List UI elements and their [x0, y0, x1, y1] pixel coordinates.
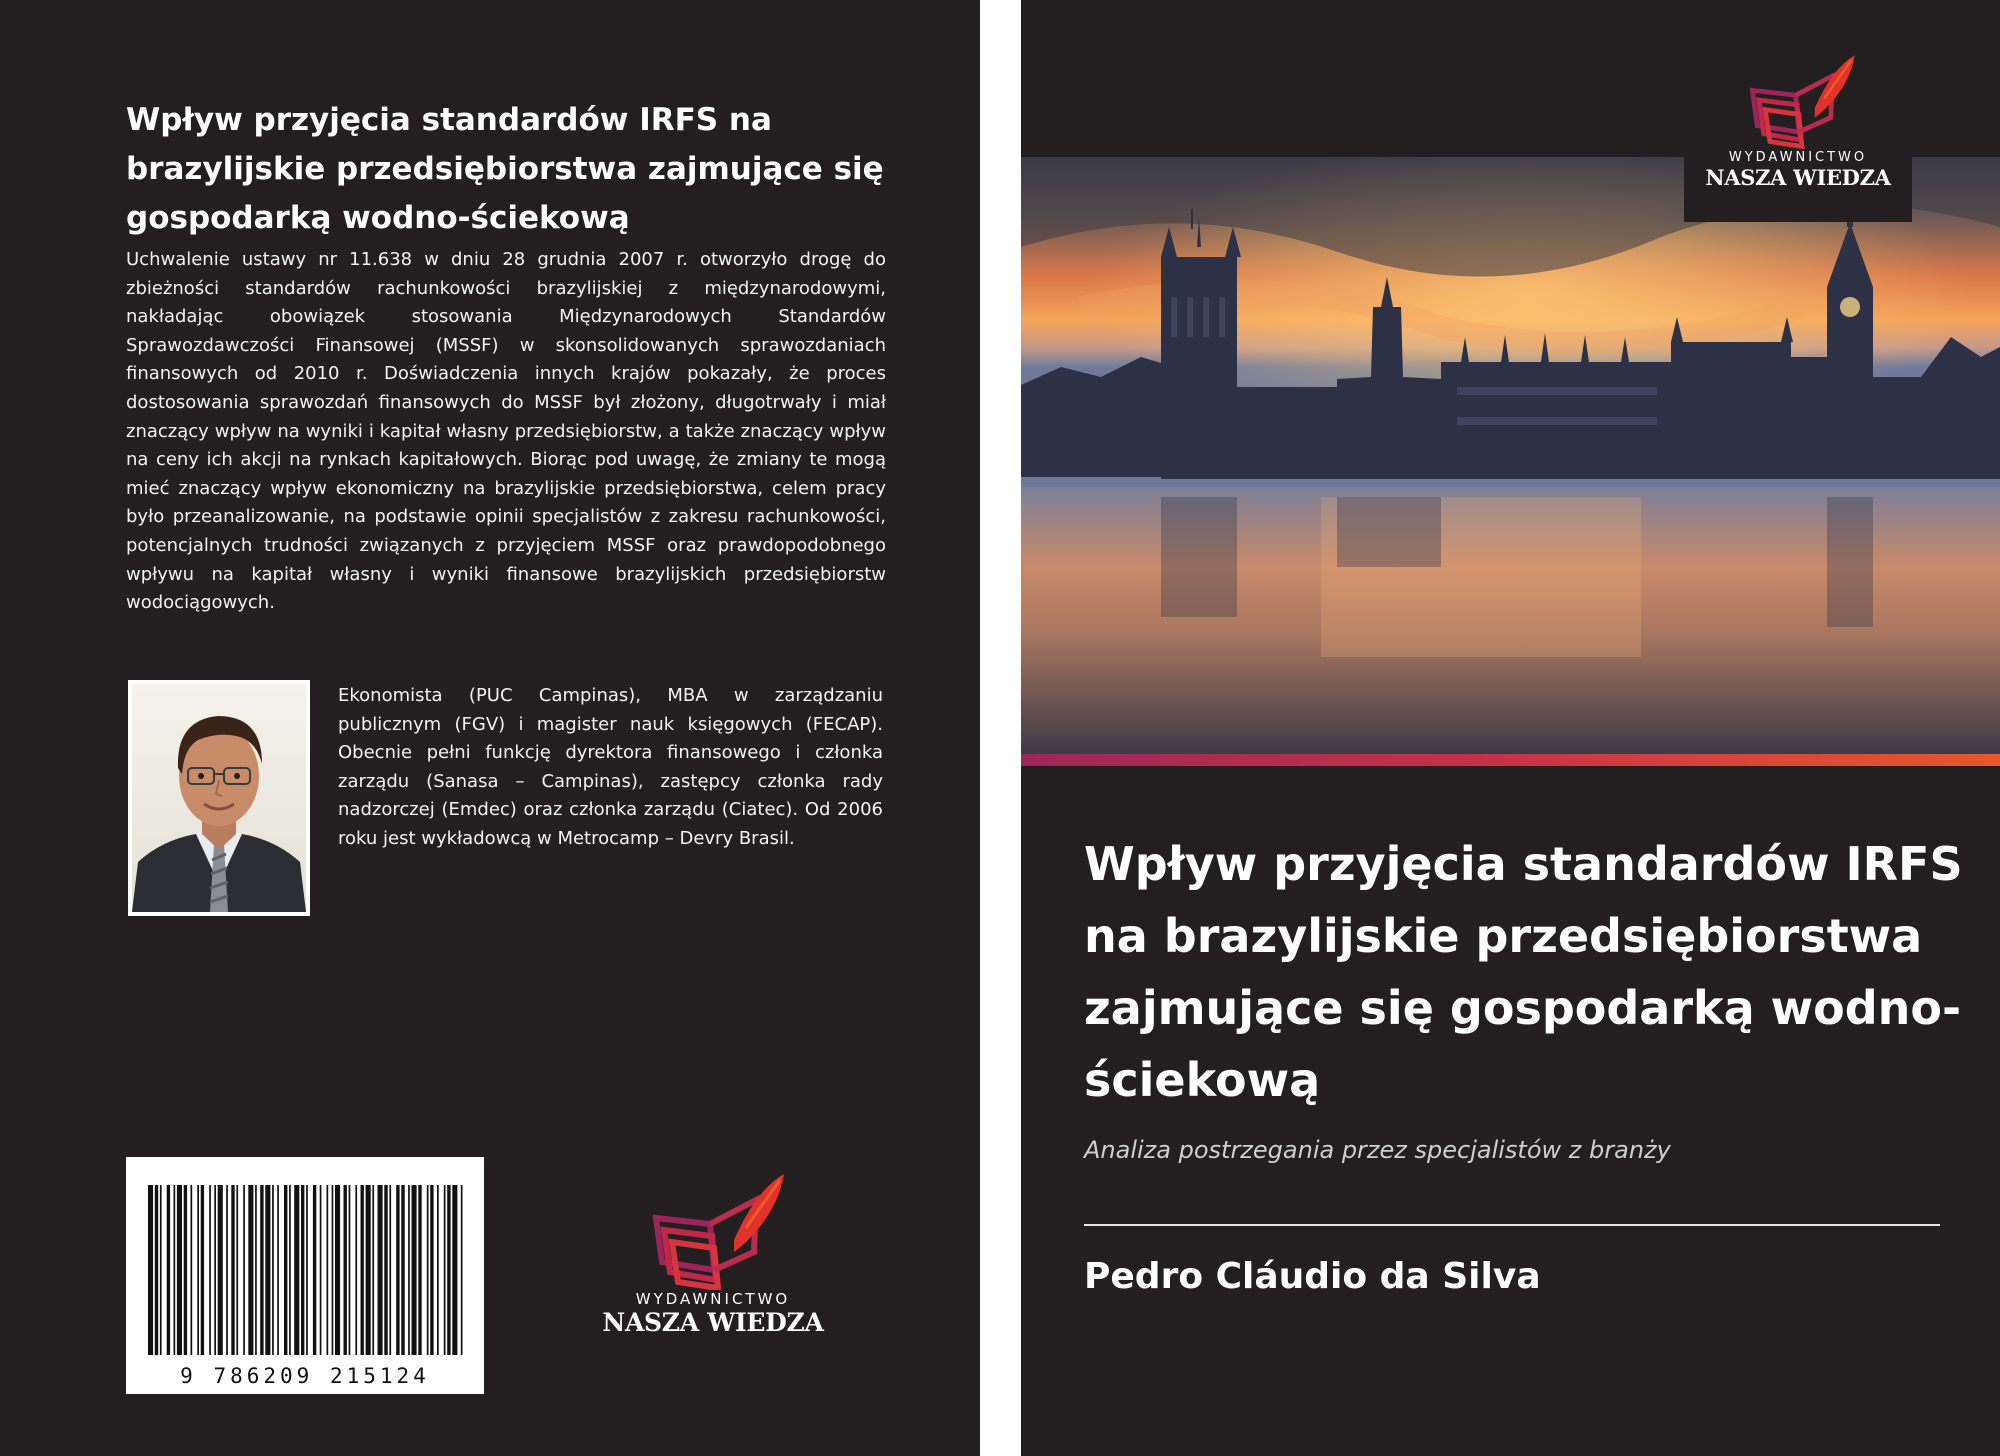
- barcode-bar: [277, 1185, 279, 1355]
- front-publisher-logo-box: [1684, 0, 1912, 222]
- accent-stripe: [1021, 754, 2000, 766]
- author-photo: [128, 680, 310, 916]
- barcode-bar: [408, 1185, 410, 1355]
- barcode-bar: [214, 1185, 216, 1355]
- barcode-bar: [335, 1185, 340, 1355]
- barcode-bar: [284, 1185, 287, 1355]
- front-cover-author: Pedro Cláudio da Silva: [1084, 1256, 1541, 1297]
- front-cover-subtitle: Analiza postrzegania przez specjalistów z branży: [1084, 1136, 1671, 1164]
- barcode-bar: [184, 1185, 187, 1355]
- barcode-bar: [384, 1185, 387, 1355]
- barcode-bar: [174, 1185, 176, 1355]
- front-publisher-logo: [1684, 50, 1912, 190]
- barcode-bar: [197, 1185, 199, 1355]
- isbn-barcode: [126, 1157, 484, 1394]
- publisher-name-line2: NASZA WIEDZA: [1705, 165, 1891, 190]
- barcode-bar: [344, 1185, 347, 1355]
- barcode-bar: [209, 1185, 211, 1355]
- barcode-bar: [260, 1185, 263, 1355]
- barcode-bar: [191, 1185, 193, 1355]
- publisher-book-quill-icon: [638, 1170, 788, 1290]
- barcode-bar: [236, 1185, 238, 1355]
- barcode-bar: [437, 1185, 439, 1355]
- barcode-bar: [301, 1185, 304, 1355]
- barcode-bar: [294, 1185, 299, 1355]
- publisher-book-quill-icon: [1738, 50, 1858, 150]
- back-publisher-logo: [588, 1170, 838, 1360]
- barcode-bar: [248, 1185, 253, 1355]
- barcode-bar: [412, 1185, 417, 1355]
- barcode-bar: [361, 1185, 364, 1355]
- barcode-bar: [201, 1185, 204, 1355]
- barcode-bar: [461, 1185, 463, 1355]
- back-cover-title: Wpływ przyjęcia standardów IRFS na brazylijskie przedsiębiorstwa zajmujące się gospodarką wodno-ściekową: [126, 102, 884, 236]
- author-bio: Ekonomista (PUC Campinas), MBA w zarządzaniu publicznym (FGV) i magister nauk księgowych (FECAP). Obecnie pełni funkcję dyrektora finansowego i członka zarządu (Sanasa – Campinas), zastępcy członka rady nadzorczej (Emdec) oraz członka zarządu (Ciatec). Od 2006 roku jest wykładowcą w Metrocamp – Devry Brasil.: [338, 685, 883, 849]
- barcode-bar: [430, 1185, 433, 1355]
- publisher-name-line1: WYDAWNICTWO: [635, 1290, 791, 1308]
- barcode-bar: [349, 1185, 351, 1355]
- westminster-sunset-photo: [1021, 157, 2000, 755]
- author-portrait-image: [132, 684, 306, 912]
- barcode-bar: [160, 1185, 162, 1355]
- back-cover-blurb: Uchwalenie ustawy nr 11.638 w dniu 28 grudnia 2007 r. otworzyło drogę do zbieżności standardów rachunkowości brazylijskiej z międzynarodowymi, nakładając obowiązek stosowania Międzynarodowych Standardów Sprawozdawczości Finansowej (MSSF) w skonsolidowanych sprawozdaniach finansowych od 2010 r. Doświadczenia innych krajów pokazały, że proces dostosowania sprawozdań finansowych do MSSF był złożony, długotrwały i miał znaczący wpływ na wyniki i kapitał własny przedsiębiorstw, a także znaczący wpływ na ceny ich akcji na rynkach kapitałowych. Biorąc pod uwagę, że zmiany te mogą mieć znaczący wpływ ekonomiczny na brazylijskie przedsiębiorstwa, celem pracy było przeanalizowanie, na podstawie opinii specjalistów z zakresu rachunkowości, potencjalnych trudności związanych z przyjęciem MSSF oraz prawdopodobnego wpływu na kapitał własny i wyniki finansowe brazylijskich przedsiębiorstw wodociągowych.: [126, 249, 886, 614]
- barcode-bar: [366, 1185, 371, 1355]
- front-cover-title: Wpływ przyjęcia standardów IRFS na brazylijskie przedsiębiorstwa zajmujące się gospodarką wodno-ściekową: [1084, 837, 1963, 1107]
- barcode-bar: [396, 1185, 399, 1355]
- publisher-name-line1: WYDAWNICTWO: [1728, 150, 1868, 165]
- barcode-bar: [447, 1185, 450, 1355]
- front-cover: [1021, 0, 2000, 1456]
- barcode-bar: [226, 1185, 228, 1355]
- barcode-bar: [177, 1185, 182, 1355]
- barcode-bar: [167, 1185, 170, 1355]
- barcode-bar: [320, 1185, 322, 1355]
- title-divider: [1084, 1224, 1940, 1226]
- barcode-bar: [218, 1185, 223, 1355]
- barcode-bar: [444, 1185, 446, 1355]
- barcode-bar: [327, 1185, 329, 1355]
- barcode-bar: [418, 1185, 421, 1355]
- barcode-bar: [255, 1185, 257, 1355]
- barcode-bar: [306, 1185, 308, 1355]
- barcode-bar: [372, 1185, 374, 1355]
- barcode-bar: [355, 1185, 357, 1355]
- barcode-bar: [401, 1185, 404, 1355]
- barcode-bar: [389, 1185, 391, 1355]
- barcode-bar: [265, 1185, 270, 1355]
- barcode-bar: [427, 1185, 429, 1355]
- back-cover: [0, 0, 980, 1456]
- barcode-bar: [332, 1185, 334, 1355]
- barcode-bar: [378, 1185, 383, 1355]
- barcode-bar: [313, 1185, 316, 1355]
- barcode-bars: [126, 1157, 484, 1394]
- barcode-bar: [231, 1185, 234, 1355]
- barcode-bar: [243, 1185, 245, 1355]
- isbn-digits: 9 786209 215124: [180, 1364, 430, 1388]
- barcode-bar: [155, 1185, 158, 1355]
- barcode-bar: [289, 1185, 291, 1355]
- barcode-bar: [272, 1185, 274, 1355]
- publisher-name-line2: NASZA WIEDZA: [602, 1308, 824, 1337]
- barcode-bar: [148, 1185, 153, 1355]
- barcode-bar: [452, 1185, 457, 1355]
